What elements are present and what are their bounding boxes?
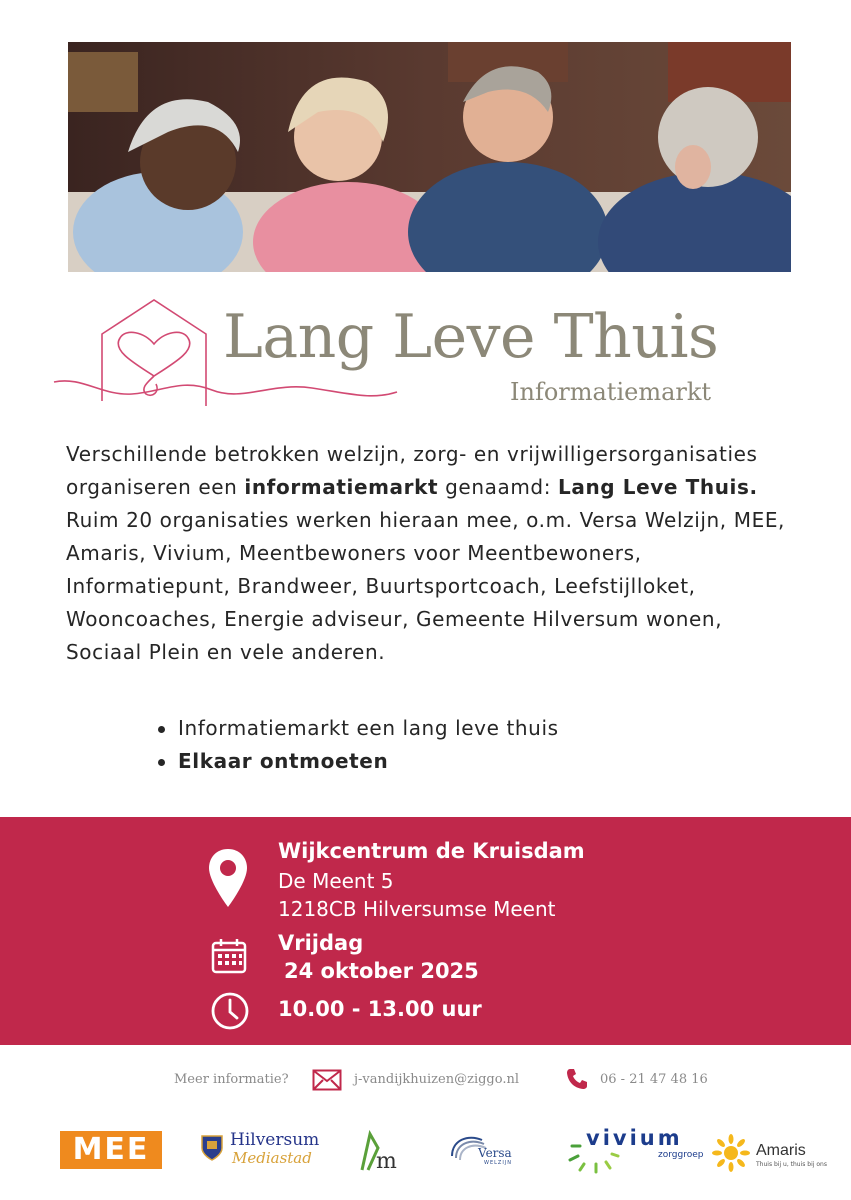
calendar-icon [210, 937, 248, 975]
hilversum-name: Hilversum [230, 1130, 320, 1150]
mee-logo: MEE [60, 1131, 162, 1169]
intro-bold-informatiemarkt: informatiemarkt [244, 475, 439, 499]
intro-text: Verschillende betrokken welzijn, zorg- en vrijwilligersorganisaties organiseren een [66, 442, 758, 499]
header-photo [68, 42, 791, 272]
address-line-2: 1218CB Hilversumse Meent [278, 897, 556, 921]
vivium-logo [566, 1126, 706, 1176]
bullet-item: Informatiemarkt een lang leve thuis [156, 712, 559, 745]
clock-icon [210, 991, 250, 1031]
phone-icon [566, 1068, 588, 1090]
intro-text: genaamd: [438, 475, 558, 499]
versa-sub: WELZIJN [484, 1160, 513, 1166]
intro-paragraph [66, 438, 796, 669]
event-day: Vrijdag [278, 931, 364, 955]
amaris-name: Amaris [756, 1142, 806, 1159]
bullet-list [156, 712, 559, 778]
vivium-name: vivium [586, 1126, 683, 1150]
more-info-label: Meer informatie? [174, 1072, 289, 1087]
amaris-sub: Thuis bij u, thuis bij ons [756, 1161, 827, 1168]
intro-bold-event-name: Lang Leve Thuis. [558, 475, 758, 499]
mail-icon [312, 1069, 342, 1091]
address-line-1: De Meent 5 [278, 869, 394, 893]
amaris-sun-icon [712, 1134, 750, 1172]
hilversum-logo [200, 1130, 325, 1172]
intro-text: Ruim 20 organisaties werken hieraan mee, o.m. Versa Welzijn, MEE, Amaris, Vivium, Meentbewoners voor Meentbewoners, Informatiepunt, Brandweer, Buurtsportcoach, Leefstijlloket, Wooncoaches, Energie adviseur, Gemeente Hilversum wonen, Sociaal Plein en vele anderen. [66, 508, 786, 664]
bullet-item: Elkaar ontmoeten [156, 745, 559, 778]
page-subtitle: Informatiemarkt [510, 378, 712, 406]
event-details-band [0, 817, 851, 1045]
page-title: Lang Leve Thuis [223, 302, 719, 372]
versa-logo [448, 1130, 524, 1170]
vivium-sub: zorggroep [658, 1150, 704, 1160]
location-pin-icon [207, 847, 249, 909]
svg-text:m: m [376, 1149, 397, 1174]
event-date: 24 oktober 2025 [284, 959, 479, 983]
versa-name: Versa [478, 1146, 512, 1160]
meentbewoners-logo [356, 1130, 404, 1174]
seniors-photo-illustration [68, 42, 791, 272]
amaris-logo [712, 1134, 832, 1174]
contact-phone[interactable]: 06 - 21 47 48 16 [600, 1072, 708, 1087]
hilversum-crest-icon [200, 1134, 224, 1162]
contact-email[interactable]: j-vandijkhuizen@ziggo.nl [354, 1072, 520, 1087]
hilversum-sub: Mediastad [232, 1149, 312, 1167]
location-name: Wijkcentrum de Kruisdam [278, 839, 585, 863]
event-time: 10.00 - 13.00 uur [278, 997, 482, 1021]
